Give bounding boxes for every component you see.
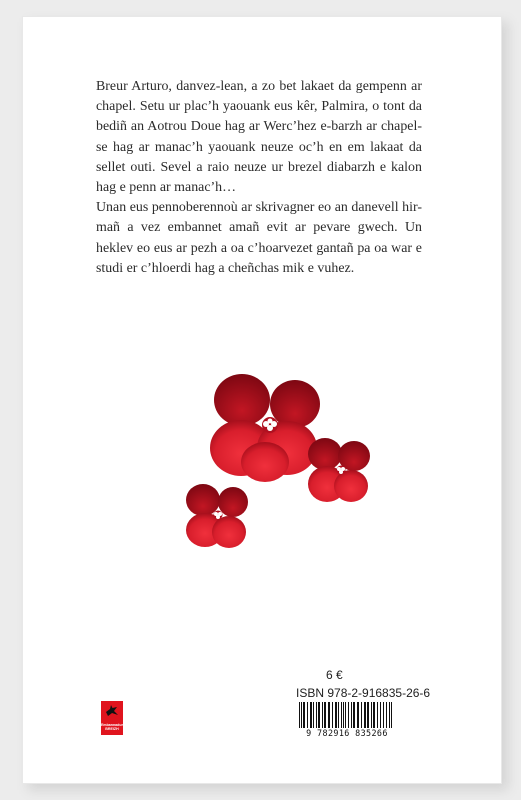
bottom-left-flower	[186, 484, 248, 548]
barcode-bar	[313, 702, 314, 729]
barcode-bar	[322, 702, 323, 729]
barcode-bar	[383, 702, 384, 729]
price-label: 6 €	[326, 668, 343, 682]
barcode-bar	[332, 702, 333, 729]
barcode-bar	[335, 702, 337, 729]
barcode-bar	[345, 702, 346, 729]
red-flowers-illustration	[155, 352, 375, 552]
barcode-bar	[386, 702, 387, 729]
barcode-bar	[351, 702, 352, 729]
right-flower	[308, 438, 370, 502]
fox-icon	[104, 703, 120, 719]
publisher-logo-text	[101, 723, 129, 732]
barcode-bar	[328, 702, 330, 729]
back-cover-blurb	[96, 77, 422, 279]
barcode-bar	[307, 702, 308, 729]
large-flower	[210, 374, 320, 482]
barcode-bar	[364, 702, 366, 729]
publisher-logo-line-1: Embannadurioù	[101, 723, 129, 727]
blurb-paragraph-1: Breur Arturo, danvez-lean, a zo bet lakaet da gempenn ar chapel. Setu ur plac’h yaouank eus kêr, Palmira, o tont da bediñ an Aotrou Doue hag ar Werc’hez e-barzh ar chapel-se hag ar manac’h yaouank neuze oc’h en em lakaat da sellet outi. Sevel a raio neuze ur brezel diabarzh e kalon hag e penn ar manac’h…	[96, 79, 422, 196]
barcode-bar	[361, 702, 362, 729]
barcode-bar	[316, 702, 317, 729]
barcode-bar	[338, 702, 339, 729]
publisher-logo	[101, 701, 129, 735]
barcode-bar	[348, 702, 349, 729]
barcode-bar	[303, 702, 305, 729]
blurb-paragraph-2: Unan eus pennoberennoù ar skrivagner eo an danevell hir-mañ a vez embannet amañ evit ar pevare gwech. Un heklev eo eus ar pezh a oa c’hoarvezet gantañ pa oa war e studi er c’hloerdi hag a cheñchas mik e vuhez.	[96, 200, 422, 276]
barcode-bar	[324, 702, 326, 729]
barcode	[290, 700, 404, 742]
barcode-bar	[380, 702, 381, 729]
barcode-bar	[318, 702, 320, 729]
publisher-logo-line-2: BREIZH	[105, 727, 119, 732]
barcode-bar	[377, 702, 378, 729]
barcode-bar	[373, 702, 375, 729]
isbn-label: ISBN 978-2-916835-26-6	[296, 686, 431, 700]
barcode-bar	[371, 702, 372, 729]
barcode-bar	[353, 702, 355, 729]
barcode-bar	[367, 702, 369, 729]
barcode-bar	[357, 702, 359, 729]
barcode-number: 9 782916 835266	[290, 728, 404, 738]
barcode-bar	[310, 702, 312, 729]
